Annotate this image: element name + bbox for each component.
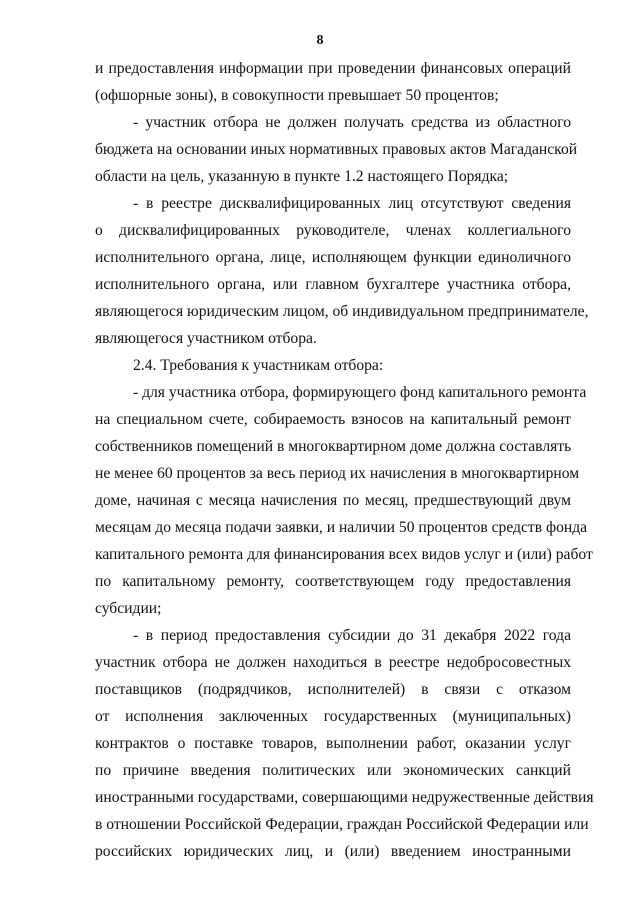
text-line: являющегося участником отбора. (95, 330, 317, 347)
text-line: по причине введения политических или экономических санкций (95, 762, 571, 779)
text-line: в отношении Российской Федерации, граждан Российской Федерации или (95, 816, 589, 833)
text-line: иностранными государствами, совершающими недружественные действия (95, 789, 594, 806)
text-line: поставщиков (подрядчиков, исполнителей) в связи с отказом (95, 681, 571, 698)
section-heading: 2.4. Требования к участникам отбора: (133, 357, 384, 374)
text-line: о дисквалифицированных руководителе, членах коллегиального (95, 222, 571, 239)
text-line: являющегося юридическим лицом, об индивидуальном предпринимателе, (95, 303, 589, 320)
text-line: месяцам до месяца подачи заявки, и наличии 50 процентов средств фонда (95, 519, 588, 536)
text-line: участник отбора не должен находиться в реестре недобросовестных (95, 654, 571, 671)
text-line: и предоставления информации при проведении финансовых операций (95, 60, 571, 77)
text-line: не менее 60 процентов за весь период их начисления в многоквартирном (95, 465, 580, 482)
text-line: от исполнения заключенных государственных (муниципальных) (95, 708, 571, 725)
text-line: - участник отбора не должен получать средства из областного (133, 114, 571, 131)
text-line: субсидии; (95, 600, 162, 617)
text-line: доме, начиная с месяца начисления по месяц, предшествующий двум (95, 492, 571, 509)
text-line: (офшорные зоны), в совокупности превышает 50 процентов; (95, 87, 499, 104)
text-line: контрактов о поставке товаров, выполнении работ, оказании услуг (95, 735, 571, 752)
text-line: исполнительного органа, или главном бухгалтере участника отбора, (95, 276, 571, 293)
text-line: собственников помещений в многоквартирном доме должна составлять (95, 438, 572, 455)
text-line: - в реестре дисквалифицированных лиц отсутствуют сведения (133, 195, 571, 212)
text-line: по капитальному ремонту, соответствующем году предоставления (95, 573, 571, 590)
page-number: 8 (316, 33, 324, 48)
text-line: области на цель, указанную в пункте 1.2 настоящего Порядка; (95, 168, 509, 185)
text-line: на специальном счете, собираемость взносов на капитальный ремонт (95, 411, 571, 428)
text-line: бюджета на основании иных нормативных правовых актов Магаданской (95, 141, 578, 158)
text-line: капитального ремонта для финансирования всех видов услуг и (или) работ (95, 546, 593, 563)
text-line: российских юридических лиц, и (или) введением иностранными (95, 843, 571, 860)
text-line: исполнительного органа, лице, исполняющем функции единоличного (95, 249, 571, 266)
text-line: - в период предоставления субсидии до 31 декабря 2022 года (133, 627, 571, 644)
text-line: - для участника отбора, формирующего фонд капитального ремонта (133, 384, 587, 401)
